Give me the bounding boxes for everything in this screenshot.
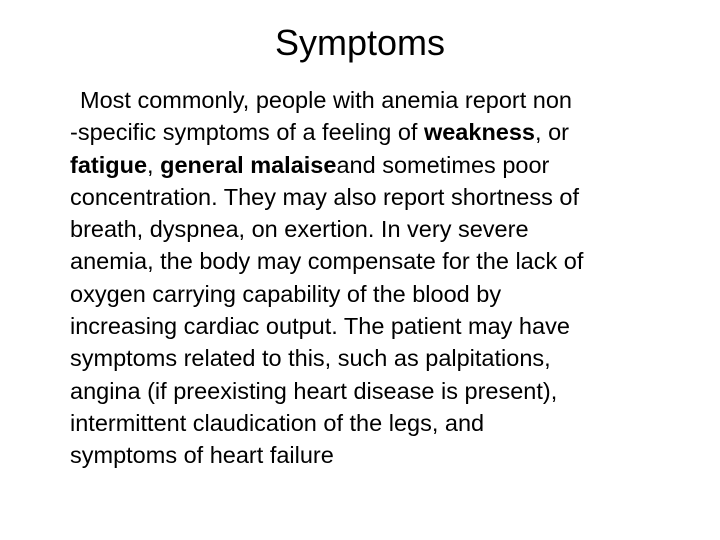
text-segment: symptoms related to this, such as palpitations, [70,345,551,372]
paragraph-line [70,84,695,116]
text-segment: concentration. They may also report shortness of [70,183,579,210]
text-segment: and sometimes poor [336,151,550,178]
paragraph-line [70,116,695,148]
paragraph-line [70,213,695,245]
text-segment: increasing cardiac output. The patient may have [70,313,570,340]
text-segment: breath, dyspnea, on exertion. In very severe [70,216,529,243]
text-segment: , [147,151,161,178]
text-segment: -specific symptoms of a feeling of [70,119,424,146]
text-segment: Most commonly, people with anemia report non [80,87,572,113]
text-segment: , or [535,119,569,146]
text-segment: intermittent claudication of the legs, and [70,409,485,436]
text-segment: oxygen carrying capability of the blood by [70,280,502,307]
text-segment: angina (if preexisting heart disease is present), [70,377,558,404]
paragraph-line [70,375,695,407]
bold-term: general malaise [160,151,337,178]
paragraph-line [70,310,695,342]
text-segment: symptoms of heart failure [70,442,334,469]
paragraph-line [70,278,695,310]
paragraph-line [70,439,695,471]
body-paragraph [70,84,695,472]
slide-title: Symptoms [274,22,446,63]
bold-term: fatigue [70,151,148,178]
paragraph-line [70,149,695,181]
paragraph-line [70,407,695,439]
text-segment: anemia, the body may compensate for the lack of [70,248,584,275]
paragraph-line [70,245,695,277]
bold-term: weakness [423,119,536,146]
paragraph-line [70,181,695,213]
paragraph-line [70,342,695,374]
